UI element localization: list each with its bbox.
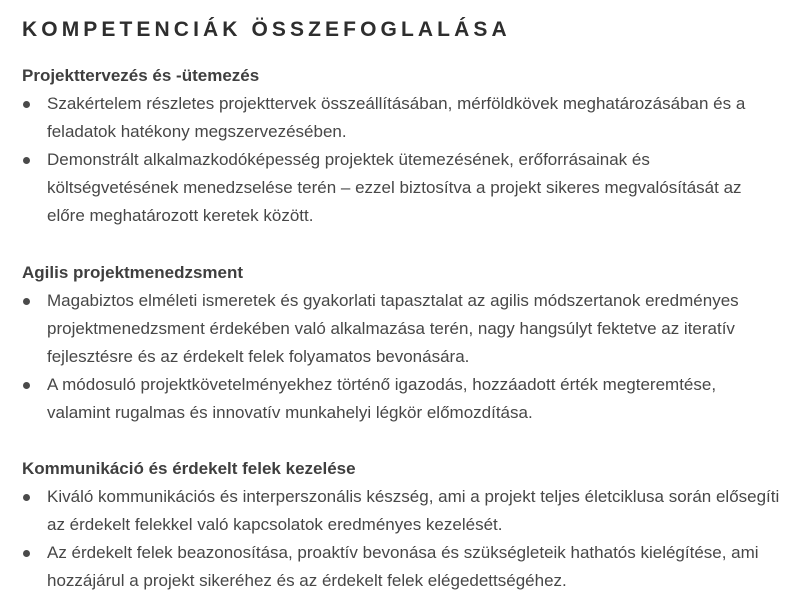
list-item bbox=[22, 287, 782, 371]
section-heading: Agilis projektmenedzsment bbox=[22, 263, 244, 282]
bullet-icon bbox=[23, 157, 30, 164]
list-item bbox=[22, 146, 782, 230]
bullet-icon bbox=[23, 494, 30, 501]
bullet-icon bbox=[23, 550, 30, 557]
section-heading: Kommunikáció és érdekelt felek kezelése bbox=[22, 459, 356, 478]
list-item bbox=[22, 90, 782, 146]
bullet-list bbox=[22, 483, 782, 595]
bullet-icon bbox=[23, 298, 30, 305]
section-project-planning bbox=[22, 62, 782, 230]
list-item-text: Az érdekelt felek beazonosítása, proaktív bevonása és szükségleteik hathatós kielégítése, ami hozzájárul a projekt sikeréhez és az érdekelt felek elégedettségéhez. bbox=[47, 543, 759, 590]
list-item-text: A módosuló projektkövetelményekhez történő igazodás, hozzáadott érték megteremtése, valamint rugalmas és innovatív munkahelyi légkör előmozdítása. bbox=[47, 375, 717, 422]
bullet-list bbox=[22, 90, 782, 230]
list-item bbox=[22, 483, 782, 539]
list-item-text: Kiváló kommunikációs és interperszonális készség, ami a projekt teljes életciklusa során elősegíti az érdekelt felekkel való kapcsolatok eredményes kezelését. bbox=[47, 487, 780, 534]
section-heading: Projekttervezés és -ütemezés bbox=[22, 66, 260, 85]
section-agile-pm bbox=[22, 259, 782, 427]
bullet-icon bbox=[23, 101, 30, 108]
list-item bbox=[22, 371, 782, 427]
bullet-icon bbox=[23, 382, 30, 389]
list-item-text: Szakértelem részletes projekttervek összeállításában, mérföldkövek meghatározásában és a feladatok hatékony megszervezésében. bbox=[47, 94, 746, 141]
section-communication bbox=[22, 455, 782, 595]
page-title: KOMPETENCIÁK ÖSSZEFOGLALÁSA bbox=[22, 18, 511, 41]
list-item-text: Magabiztos elméleti ismeretek és gyakorlati tapasztalat az agilis módszertanok eredményes projektmenedzsment érdekében való alkalmazása terén, nagy hangsúlyt fektetve az iteratív fejlesztésre és az érdekelt felek folyamatos bevonására. bbox=[47, 291, 739, 366]
list-item-text: Demonstrált alkalmazkodóképesség projektek ütemezésének, erőforrásainak és költségvetésének menedzselése terén – ezzel biztosítva a projekt sikeres megvalósítását az előre meghatározott keretek között. bbox=[47, 150, 742, 225]
list-item bbox=[22, 539, 782, 595]
bullet-list bbox=[22, 287, 782, 427]
